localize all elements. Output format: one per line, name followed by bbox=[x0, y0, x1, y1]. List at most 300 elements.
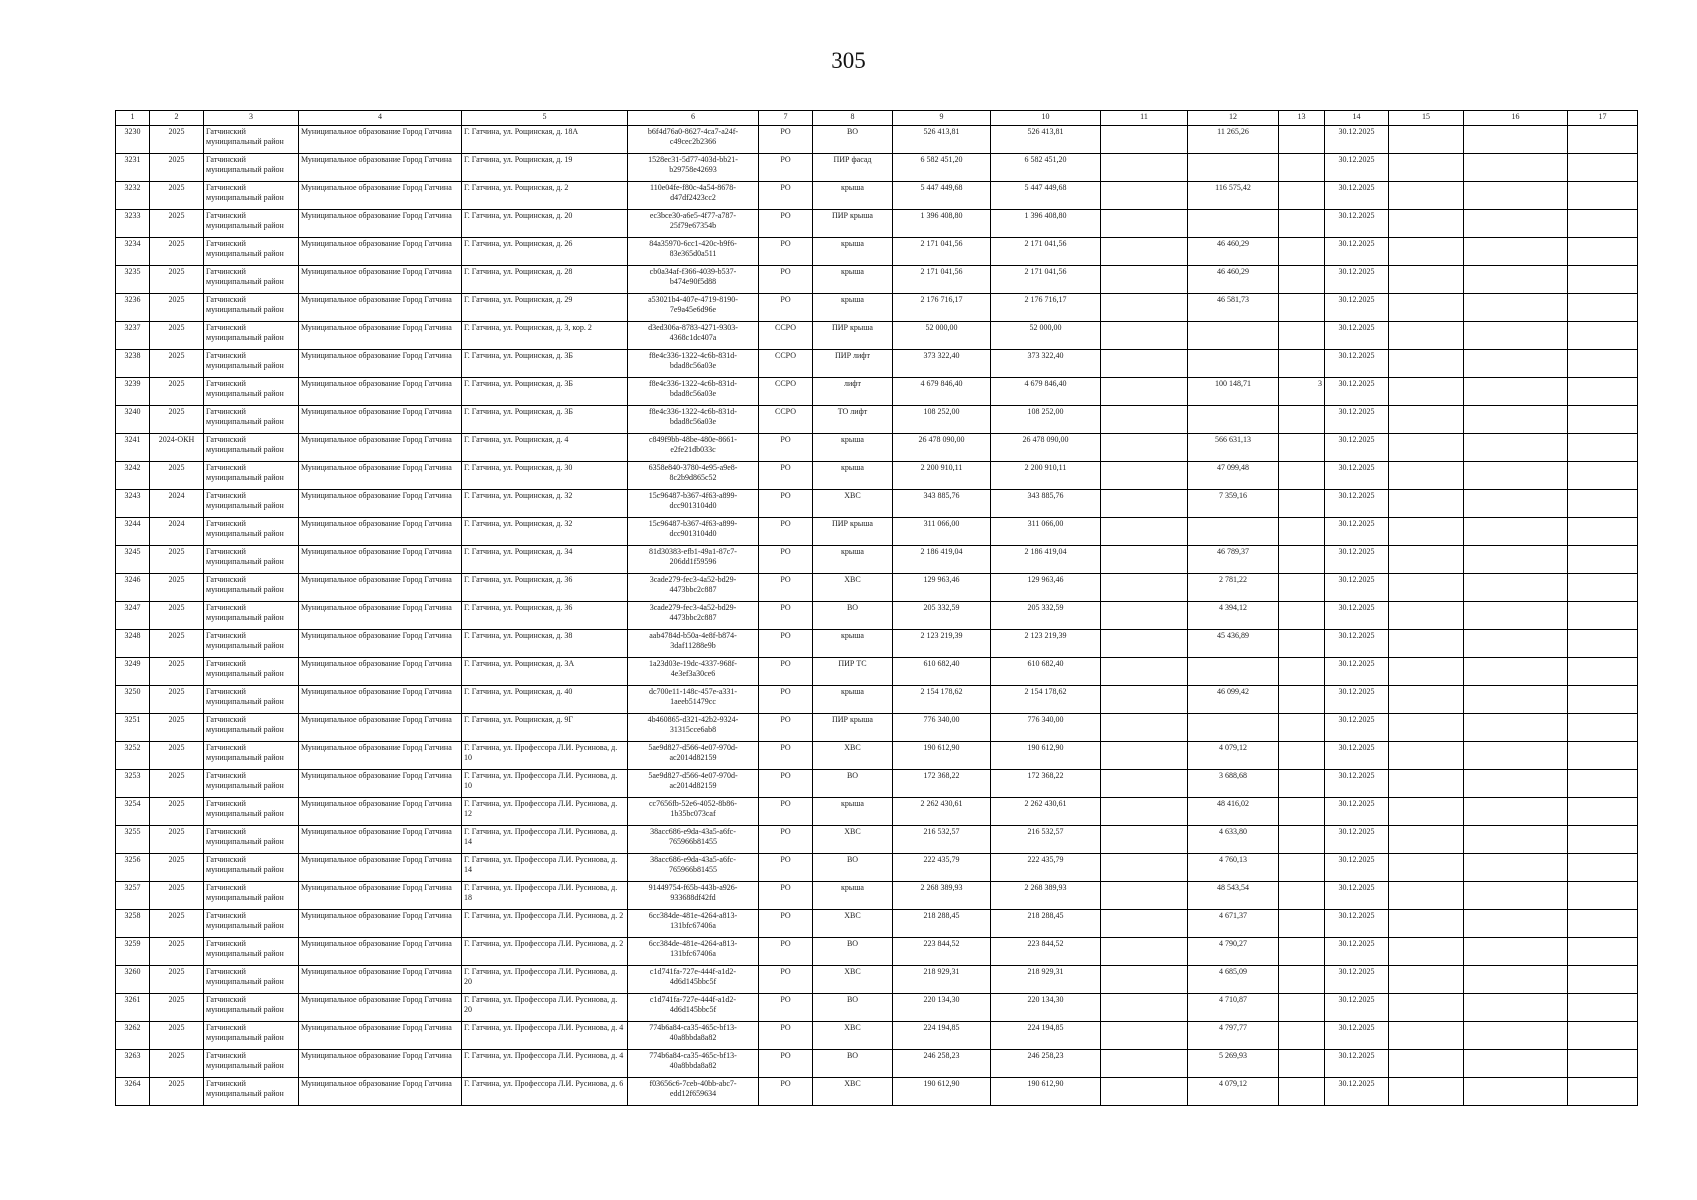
municipality-cell: Муниципальное образование Город Гатчина bbox=[299, 518, 462, 546]
municipality-cell: Муниципальное образование Город Гатчина bbox=[299, 490, 462, 518]
col12-cell: 4 079,12 bbox=[1188, 1078, 1279, 1106]
col12-cell: 100 148,71 bbox=[1188, 378, 1279, 406]
cost-total-cell: 373 322,40 bbox=[991, 350, 1101, 378]
table-row bbox=[116, 1022, 1638, 1050]
guid-cell: f8e4c336-1322-4c6b-831d-bdad8c56a03e bbox=[628, 350, 759, 378]
district-cell: Гатчинский муниципальный район bbox=[204, 994, 299, 1022]
column-header: 6 bbox=[628, 111, 759, 126]
col15-cell bbox=[1389, 462, 1464, 490]
col16-cell bbox=[1464, 154, 1568, 182]
address-cell: Г. Гатчина, ул. Рощинская, д. 3, кор. 2 bbox=[462, 322, 628, 350]
row-number: 3238 bbox=[116, 350, 150, 378]
col15-cell bbox=[1389, 238, 1464, 266]
deadline-cell: 30.12.2025 bbox=[1325, 938, 1389, 966]
col12-cell: 46 581,73 bbox=[1188, 294, 1279, 322]
col17-cell bbox=[1568, 798, 1638, 826]
address-cell: Г. Гатчина, ул. Профессора Л.И. Русинова, д. 18 bbox=[462, 882, 628, 910]
work-type-cell: ВО bbox=[813, 770, 893, 798]
col12-cell: 3 688,68 bbox=[1188, 770, 1279, 798]
cost-total-cell: 2 123 219,39 bbox=[991, 630, 1101, 658]
col13-cell bbox=[1279, 1022, 1325, 1050]
fund-type-cell: РО bbox=[759, 1078, 813, 1106]
col11-cell bbox=[1101, 854, 1188, 882]
table-row bbox=[116, 490, 1638, 518]
cost-total-cell: 222 435,79 bbox=[991, 854, 1101, 882]
col16-cell bbox=[1464, 546, 1568, 574]
col16-cell bbox=[1464, 182, 1568, 210]
col16-cell bbox=[1464, 406, 1568, 434]
col13-cell bbox=[1279, 1050, 1325, 1078]
cost-cell: 2 200 910,11 bbox=[893, 462, 991, 490]
district-cell: Гатчинский муниципальный район bbox=[204, 1078, 299, 1106]
row-number: 3249 bbox=[116, 658, 150, 686]
district-cell: Гатчинский муниципальный район bbox=[204, 742, 299, 770]
col13-cell bbox=[1279, 294, 1325, 322]
address-cell: Г. Гатчина, ул. Рощинская, д. 19 bbox=[462, 154, 628, 182]
col15-cell bbox=[1389, 938, 1464, 966]
guid-cell: 774b6a84-ca35-465c-bf13-40a8bbda8a82 bbox=[628, 1050, 759, 1078]
col17-cell bbox=[1568, 966, 1638, 994]
fund-type-cell: РО bbox=[759, 742, 813, 770]
fund-type-cell: РО bbox=[759, 210, 813, 238]
deadline-cell: 30.12.2025 bbox=[1325, 966, 1389, 994]
table-row bbox=[116, 994, 1638, 1022]
municipality-cell: Муниципальное образование Город Гатчина bbox=[299, 1022, 462, 1050]
address-cell: Г. Гатчина, ул. Рощинская, д. 29 bbox=[462, 294, 628, 322]
cost-total-cell: 5 447 449,68 bbox=[991, 182, 1101, 210]
col11-cell bbox=[1101, 350, 1188, 378]
municipality-cell: Муниципальное образование Город Гатчина bbox=[299, 938, 462, 966]
deadline-cell: 30.12.2025 bbox=[1325, 434, 1389, 462]
deadline-cell: 30.12.2025 bbox=[1325, 714, 1389, 742]
municipality-cell: Муниципальное образование Город Гатчина bbox=[299, 238, 462, 266]
row-number: 3234 bbox=[116, 238, 150, 266]
municipality-cell: Муниципальное образование Город Гатчина bbox=[299, 1050, 462, 1078]
table-row bbox=[116, 882, 1638, 910]
fund-type-cell: РО bbox=[759, 994, 813, 1022]
row-number: 3239 bbox=[116, 378, 150, 406]
cost-total-cell: 246 258,23 bbox=[991, 1050, 1101, 1078]
cost-cell: 2 186 419,04 bbox=[893, 546, 991, 574]
cost-cell: 610 682,40 bbox=[893, 658, 991, 686]
year-cell: 2025 bbox=[150, 994, 204, 1022]
work-type-cell: ТО лифт bbox=[813, 406, 893, 434]
address-cell: Г. Гатчина, ул. Рощинская, д. 30 bbox=[462, 462, 628, 490]
col12-cell: 2 781,22 bbox=[1188, 574, 1279, 602]
row-number: 3253 bbox=[116, 770, 150, 798]
col11-cell bbox=[1101, 910, 1188, 938]
col12-cell: 4 394,12 bbox=[1188, 602, 1279, 630]
deadline-cell: 30.12.2025 bbox=[1325, 910, 1389, 938]
col11-cell bbox=[1101, 546, 1188, 574]
work-type-cell: крыша bbox=[813, 238, 893, 266]
col15-cell bbox=[1389, 742, 1464, 770]
fund-type-cell: РО bbox=[759, 546, 813, 574]
col11-cell bbox=[1101, 826, 1188, 854]
cost-cell: 2 176 716,17 bbox=[893, 294, 991, 322]
row-number: 3232 bbox=[116, 182, 150, 210]
col17-cell bbox=[1568, 938, 1638, 966]
work-type-cell: ПИР крыша bbox=[813, 322, 893, 350]
col17-cell bbox=[1568, 1050, 1638, 1078]
deadline-cell: 30.12.2025 bbox=[1325, 1078, 1389, 1106]
cost-cell: 222 435,79 bbox=[893, 854, 991, 882]
cost-cell: 2 171 041,56 bbox=[893, 238, 991, 266]
fund-type-cell: РО bbox=[759, 658, 813, 686]
table-row bbox=[116, 462, 1638, 490]
col13-cell bbox=[1279, 406, 1325, 434]
fund-type-cell: РО bbox=[759, 182, 813, 210]
col12-cell: 4 671,37 bbox=[1188, 910, 1279, 938]
row-number: 3242 bbox=[116, 462, 150, 490]
address-cell: Г. Гатчина, ул. Рощинская, д. 32 bbox=[462, 518, 628, 546]
address-cell: Г. Гатчина, ул. Рощинская, д. 38 bbox=[462, 630, 628, 658]
year-cell: 2025 bbox=[150, 182, 204, 210]
page-number: 305 bbox=[831, 48, 866, 73]
deadline-cell: 30.12.2025 bbox=[1325, 378, 1389, 406]
col15-cell bbox=[1389, 182, 1464, 210]
col11-cell bbox=[1101, 686, 1188, 714]
district-cell: Гатчинский муниципальный район bbox=[204, 770, 299, 798]
row-number: 3260 bbox=[116, 966, 150, 994]
guid-cell: f8e4c336-1322-4c6b-831d-bdad8c56a03e bbox=[628, 406, 759, 434]
col12-cell: 566 631,13 bbox=[1188, 434, 1279, 462]
col13-cell bbox=[1279, 882, 1325, 910]
col16-cell bbox=[1464, 322, 1568, 350]
work-type-cell: крыша bbox=[813, 294, 893, 322]
col17-cell bbox=[1568, 154, 1638, 182]
col16-cell bbox=[1464, 1050, 1568, 1078]
cost-cell: 190 612,90 bbox=[893, 1078, 991, 1106]
deadline-cell: 30.12.2025 bbox=[1325, 686, 1389, 714]
col11-cell bbox=[1101, 994, 1188, 1022]
municipality-cell: Муниципальное образование Город Гатчина bbox=[299, 266, 462, 294]
row-number: 3236 bbox=[116, 294, 150, 322]
column-header: 15 bbox=[1389, 111, 1464, 126]
register-table bbox=[115, 110, 1638, 1106]
row-number: 3250 bbox=[116, 686, 150, 714]
col11-cell bbox=[1101, 1050, 1188, 1078]
cost-cell: 776 340,00 bbox=[893, 714, 991, 742]
col12-cell bbox=[1188, 406, 1279, 434]
cost-cell: 129 963,46 bbox=[893, 574, 991, 602]
col12-cell: 11 265,26 bbox=[1188, 126, 1279, 154]
col17-cell bbox=[1568, 238, 1638, 266]
address-cell: Г. Гатчина, ул. Профессора Л.И. Русинова, д. 10 bbox=[462, 742, 628, 770]
cost-total-cell: 172 368,22 bbox=[991, 770, 1101, 798]
guid-cell: 81d30383-efb1-49a1-87c7-206dd1f59596 bbox=[628, 546, 759, 574]
cost-cell: 373 322,40 bbox=[893, 350, 991, 378]
col16-cell bbox=[1464, 602, 1568, 630]
district-cell: Гатчинский муниципальный район bbox=[204, 658, 299, 686]
cost-cell: 1 396 408,80 bbox=[893, 210, 991, 238]
work-type-cell: ПИР фасад bbox=[813, 154, 893, 182]
work-type-cell: крыша bbox=[813, 798, 893, 826]
district-cell: Гатчинский муниципальный район bbox=[204, 406, 299, 434]
col16-cell bbox=[1464, 266, 1568, 294]
col17-cell bbox=[1568, 574, 1638, 602]
col12-cell: 4 633,80 bbox=[1188, 826, 1279, 854]
guid-cell: 6358e840-3780-4e95-a9e8-8c2b9d865c52 bbox=[628, 462, 759, 490]
col17-cell bbox=[1568, 518, 1638, 546]
cost-cell: 2 171 041,56 bbox=[893, 266, 991, 294]
row-number: 3247 bbox=[116, 602, 150, 630]
guid-cell: dc700e11-148c-457e-a331-1aeeb51479cc bbox=[628, 686, 759, 714]
fund-type-cell: РО bbox=[759, 686, 813, 714]
table-row bbox=[116, 266, 1638, 294]
cost-total-cell: 526 413,81 bbox=[991, 126, 1101, 154]
col17-cell bbox=[1568, 182, 1638, 210]
col15-cell bbox=[1389, 798, 1464, 826]
col15-cell bbox=[1389, 714, 1464, 742]
col16-cell bbox=[1464, 854, 1568, 882]
table-row bbox=[116, 658, 1638, 686]
column-header: 2 bbox=[150, 111, 204, 126]
col16-cell bbox=[1464, 462, 1568, 490]
work-type-cell: ХВС bbox=[813, 742, 893, 770]
col11-cell bbox=[1101, 938, 1188, 966]
work-type-cell: ВО bbox=[813, 126, 893, 154]
col16-cell bbox=[1464, 210, 1568, 238]
district-cell: Гатчинский муниципальный район bbox=[204, 126, 299, 154]
year-cell: 2025 bbox=[150, 210, 204, 238]
col16-cell bbox=[1464, 826, 1568, 854]
row-number: 3254 bbox=[116, 798, 150, 826]
work-type-cell: ПИР ТС bbox=[813, 658, 893, 686]
address-cell: Г. Гатчина, ул. Рощинская, д. 2 bbox=[462, 182, 628, 210]
col16-cell bbox=[1464, 490, 1568, 518]
cost-total-cell: 343 885,76 bbox=[991, 490, 1101, 518]
col16-cell bbox=[1464, 630, 1568, 658]
district-cell: Гатчинский муниципальный район bbox=[204, 322, 299, 350]
cost-total-cell: 6 582 451,20 bbox=[991, 154, 1101, 182]
row-number: 3263 bbox=[116, 1050, 150, 1078]
guid-cell: ec3bce30-a6e5-4f77-a787-25f79e67354b bbox=[628, 210, 759, 238]
col12-cell bbox=[1188, 322, 1279, 350]
col17-cell bbox=[1568, 322, 1638, 350]
col17-cell bbox=[1568, 546, 1638, 574]
work-type-cell: крыша bbox=[813, 630, 893, 658]
fund-type-cell: РО bbox=[759, 882, 813, 910]
guid-cell: c1d741fa-727e-444f-a1d2-4d6d145bbc5f bbox=[628, 966, 759, 994]
col13-cell: 3 bbox=[1279, 378, 1325, 406]
table-row bbox=[116, 630, 1638, 658]
municipality-cell: Муниципальное образование Город Гатчина bbox=[299, 210, 462, 238]
cost-total-cell: 2 176 716,17 bbox=[991, 294, 1101, 322]
guid-cell: f03656c6-7ceb-40bb-abc7-edd12f659634 bbox=[628, 1078, 759, 1106]
col13-cell bbox=[1279, 518, 1325, 546]
district-cell: Гатчинский муниципальный район bbox=[204, 1050, 299, 1078]
deadline-cell: 30.12.2025 bbox=[1325, 294, 1389, 322]
deadline-cell: 30.12.2025 bbox=[1325, 742, 1389, 770]
col11-cell bbox=[1101, 966, 1188, 994]
column-header: 7 bbox=[759, 111, 813, 126]
fund-type-cell: РО bbox=[759, 910, 813, 938]
col16-cell bbox=[1464, 882, 1568, 910]
cost-cell: 52 000,00 bbox=[893, 322, 991, 350]
col15-cell bbox=[1389, 266, 1464, 294]
work-type-cell: ПИР крыша bbox=[813, 714, 893, 742]
col13-cell bbox=[1279, 490, 1325, 518]
district-cell: Гатчинский муниципальный район bbox=[204, 378, 299, 406]
district-cell: Гатчинский муниципальный район bbox=[204, 462, 299, 490]
cost-cell: 218 929,31 bbox=[893, 966, 991, 994]
col16-cell bbox=[1464, 714, 1568, 742]
deadline-cell: 30.12.2025 bbox=[1325, 238, 1389, 266]
fund-type-cell: РО bbox=[759, 938, 813, 966]
address-cell: Г. Гатчина, ул. Рощинская, д. 28 bbox=[462, 266, 628, 294]
cost-total-cell: 220 134,30 bbox=[991, 994, 1101, 1022]
district-cell: Гатчинский муниципальный район bbox=[204, 210, 299, 238]
year-cell: 2025 bbox=[150, 462, 204, 490]
deadline-cell: 30.12.2025 bbox=[1325, 546, 1389, 574]
col13-cell bbox=[1279, 434, 1325, 462]
col15-cell bbox=[1389, 574, 1464, 602]
col17-cell bbox=[1568, 210, 1638, 238]
col15-cell bbox=[1389, 966, 1464, 994]
cost-total-cell: 2 262 430,61 bbox=[991, 798, 1101, 826]
cost-cell: 4 679 846,40 bbox=[893, 378, 991, 406]
fund-type-cell: РО bbox=[759, 714, 813, 742]
work-type-cell: ХВС bbox=[813, 1022, 893, 1050]
col13-cell bbox=[1279, 574, 1325, 602]
col15-cell bbox=[1389, 546, 1464, 574]
col13-cell bbox=[1279, 994, 1325, 1022]
guid-cell: 774b6a84-ca35-465c-bf13-40a8bbda8a82 bbox=[628, 1022, 759, 1050]
column-header: 5 bbox=[462, 111, 628, 126]
col11-cell bbox=[1101, 714, 1188, 742]
work-type-cell: крыша bbox=[813, 266, 893, 294]
col15-cell bbox=[1389, 826, 1464, 854]
col17-cell bbox=[1568, 630, 1638, 658]
municipality-cell: Муниципальное образование Город Гатчина bbox=[299, 294, 462, 322]
table-row bbox=[116, 322, 1638, 350]
cost-cell: 205 332,59 bbox=[893, 602, 991, 630]
col11-cell bbox=[1101, 322, 1188, 350]
col15-cell bbox=[1389, 1022, 1464, 1050]
column-header: 13 bbox=[1279, 111, 1325, 126]
col15-cell bbox=[1389, 434, 1464, 462]
year-cell: 2025 bbox=[150, 1078, 204, 1106]
col11-cell bbox=[1101, 882, 1188, 910]
address-cell: Г. Гатчина, ул. Профессора Л.И. Русинова, д. 6 bbox=[462, 1078, 628, 1106]
address-cell: Г. Гатчина, ул. Профессора Л.И. Русинова, д. 10 bbox=[462, 770, 628, 798]
table-row bbox=[116, 126, 1638, 154]
year-cell: 2025 bbox=[150, 966, 204, 994]
table-row bbox=[116, 826, 1638, 854]
cost-total-cell: 776 340,00 bbox=[991, 714, 1101, 742]
address-cell: Г. Гатчина, ул. Рощинская, д. 3Б bbox=[462, 406, 628, 434]
col17-cell bbox=[1568, 126, 1638, 154]
column-header: 1 bbox=[116, 111, 150, 126]
col13-cell bbox=[1279, 546, 1325, 574]
cost-cell: 218 288,45 bbox=[893, 910, 991, 938]
year-cell: 2025 bbox=[150, 1022, 204, 1050]
table-row bbox=[116, 714, 1638, 742]
year-cell: 2025 bbox=[150, 854, 204, 882]
cost-cell: 216 532,57 bbox=[893, 826, 991, 854]
fund-type-cell: РО bbox=[759, 126, 813, 154]
table-row bbox=[116, 182, 1638, 210]
guid-cell: 15c96487-b367-4f63-a899-dcc9013104d0 bbox=[628, 490, 759, 518]
deadline-cell: 30.12.2025 bbox=[1325, 518, 1389, 546]
row-number: 3240 bbox=[116, 406, 150, 434]
cost-cell: 343 885,76 bbox=[893, 490, 991, 518]
col13-cell bbox=[1279, 826, 1325, 854]
col16-cell bbox=[1464, 910, 1568, 938]
year-cell: 2025 bbox=[150, 602, 204, 630]
address-cell: Г. Гатчина, ул. Рощинская, д. 40 bbox=[462, 686, 628, 714]
cost-total-cell: 2 154 178,62 bbox=[991, 686, 1101, 714]
district-cell: Гатчинский муниципальный район bbox=[204, 1022, 299, 1050]
table-row bbox=[116, 574, 1638, 602]
address-cell: Г. Гатчина, ул. Рощинская, д. 36 bbox=[462, 602, 628, 630]
col13-cell bbox=[1279, 182, 1325, 210]
col13-cell bbox=[1279, 854, 1325, 882]
col13-cell bbox=[1279, 210, 1325, 238]
deadline-cell: 30.12.2025 bbox=[1325, 994, 1389, 1022]
district-cell: Гатчинский муниципальный район bbox=[204, 350, 299, 378]
fund-type-cell: РО bbox=[759, 854, 813, 882]
district-cell: Гатчинский муниципальный район bbox=[204, 714, 299, 742]
cost-total-cell: 224 194,85 bbox=[991, 1022, 1101, 1050]
guid-cell: 3cade279-fec3-4a52-bd29-4473bbc2c887 bbox=[628, 602, 759, 630]
year-cell: 2025 bbox=[150, 574, 204, 602]
col16-cell bbox=[1464, 1078, 1568, 1106]
col16-cell bbox=[1464, 294, 1568, 322]
cost-total-cell: 129 963,46 bbox=[991, 574, 1101, 602]
work-type-cell: ВО bbox=[813, 854, 893, 882]
col15-cell bbox=[1389, 1050, 1464, 1078]
col17-cell bbox=[1568, 686, 1638, 714]
district-cell: Гатчинский муниципальный район bbox=[204, 266, 299, 294]
year-cell: 2024-ОКН bbox=[150, 434, 204, 462]
col17-cell bbox=[1568, 294, 1638, 322]
col15-cell bbox=[1389, 1078, 1464, 1106]
deadline-cell: 30.12.2025 bbox=[1325, 126, 1389, 154]
district-cell: Гатчинский муниципальный район bbox=[204, 910, 299, 938]
address-cell: Г. Гатчина, ул. Профессора Л.И. Русинова, д. 14 bbox=[462, 826, 628, 854]
col11-cell bbox=[1101, 126, 1188, 154]
col12-cell bbox=[1188, 350, 1279, 378]
col15-cell bbox=[1389, 770, 1464, 798]
municipality-cell: Муниципальное образование Город Гатчина bbox=[299, 994, 462, 1022]
table-row bbox=[116, 210, 1638, 238]
fund-type-cell: РО bbox=[759, 602, 813, 630]
header-row bbox=[116, 111, 1638, 126]
guid-cell: d3ed306a-8783-4271-9303-4368c1dc407a bbox=[628, 322, 759, 350]
col12-cell: 48 416,02 bbox=[1188, 798, 1279, 826]
row-number: 3262 bbox=[116, 1022, 150, 1050]
fund-type-cell: РО bbox=[759, 294, 813, 322]
col16-cell bbox=[1464, 742, 1568, 770]
cost-cell: 2 123 219,39 bbox=[893, 630, 991, 658]
col13-cell bbox=[1279, 742, 1325, 770]
guid-cell: 1a23d03e-19dc-4337-968f-4e3ef3a30ce6 bbox=[628, 658, 759, 686]
column-header: 17 bbox=[1568, 111, 1638, 126]
municipality-cell: Муниципальное образование Город Гатчина bbox=[299, 742, 462, 770]
col11-cell bbox=[1101, 294, 1188, 322]
col11-cell bbox=[1101, 770, 1188, 798]
work-type-cell: крыша bbox=[813, 686, 893, 714]
col11-cell bbox=[1101, 574, 1188, 602]
municipality-cell: Муниципальное образование Город Гатчина bbox=[299, 826, 462, 854]
address-cell: Г. Гатчина, ул. Рощинская, д. 3Б bbox=[462, 378, 628, 406]
work-type-cell: лифт bbox=[813, 378, 893, 406]
address-cell: Г. Гатчина, ул. Рощинская, д. 4 bbox=[462, 434, 628, 462]
deadline-cell: 30.12.2025 bbox=[1325, 406, 1389, 434]
col12-cell: 4 790,27 bbox=[1188, 938, 1279, 966]
